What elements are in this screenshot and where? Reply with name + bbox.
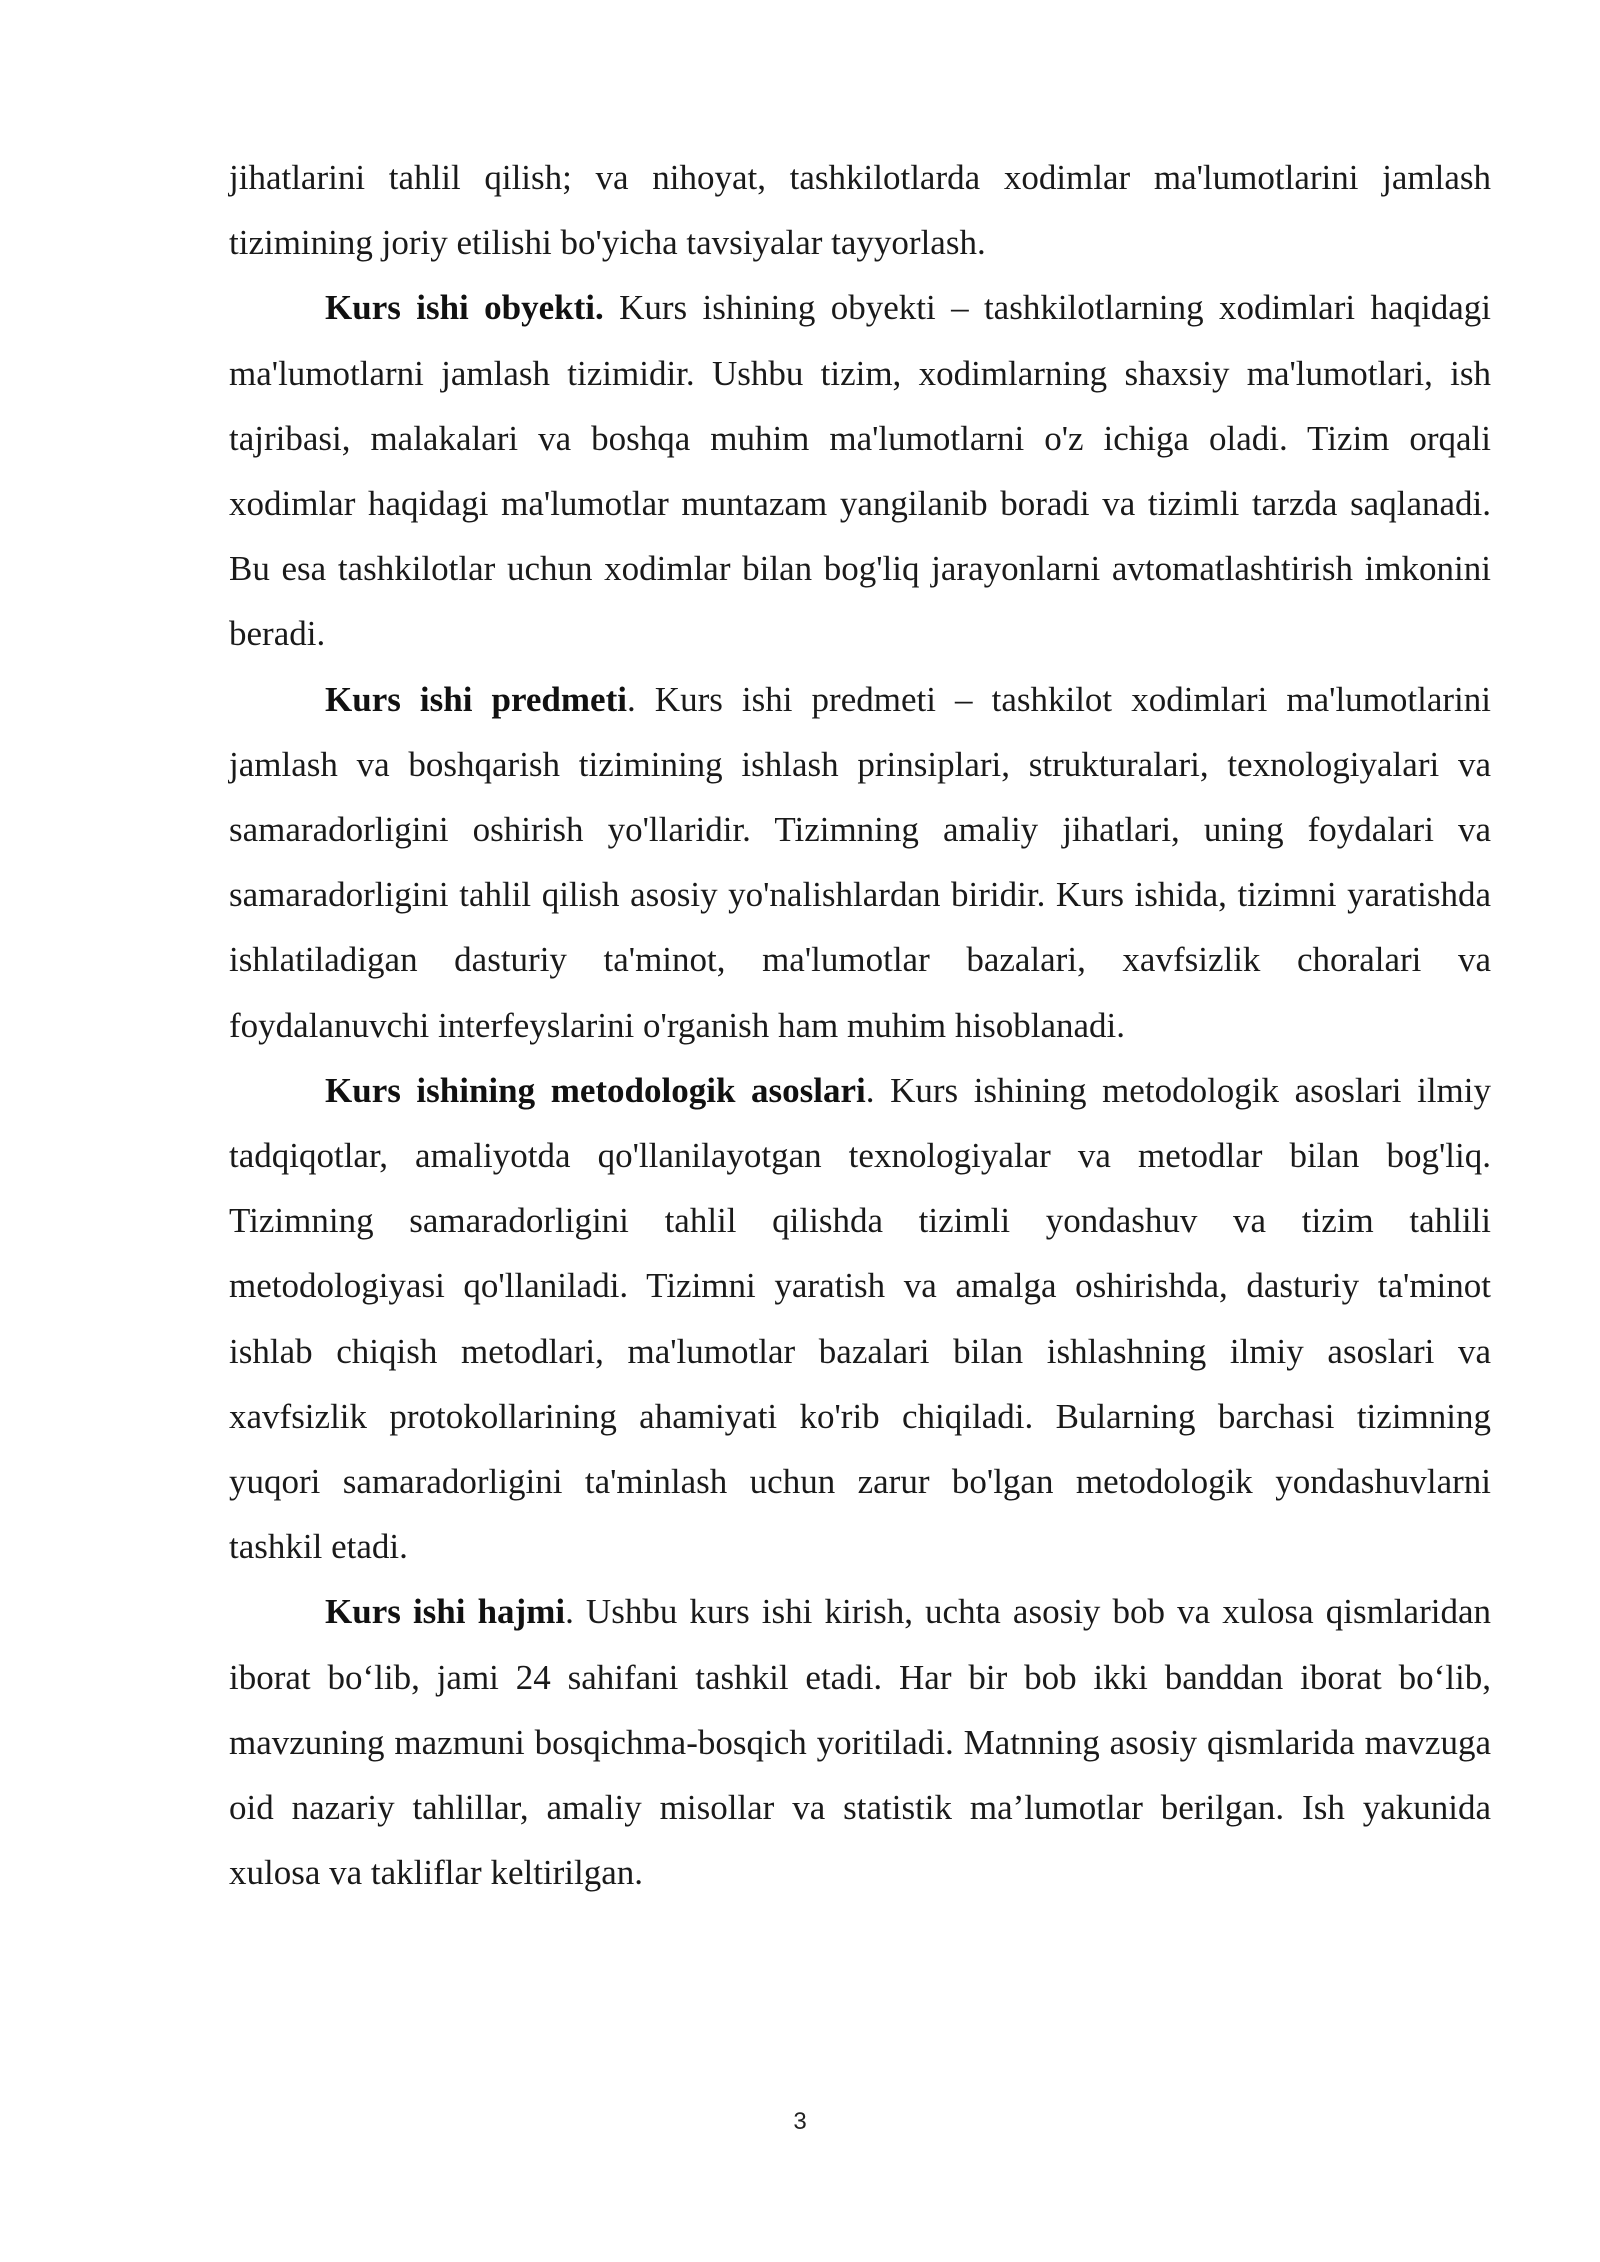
paragraph-methodology xyxy=(229,1058,1491,1580)
paragraph-continuation xyxy=(229,145,1491,275)
page-body xyxy=(229,145,1491,1905)
paragraph-heading: Kurs ishining metodologik asoslari xyxy=(325,1070,866,1110)
paragraph-text: jihatlarini tahlil qilish; va nihoyat, tashkilotlarda xodimlar ma'lumotlarini jamlash tizimining joriy etilishi bo'yicha tavsiyalar tayyorlash. xyxy=(229,158,1491,263)
paragraph-text: Kurs ishining obyekti – tashkilotlarning xodimlari haqidagi ma'lumotlarni jamlash tizimidir. Ushbu tizim, xodimlarning shaxsiy ma'lumotlari, ish tajribasi, malakalari va boshqa muhim ma'lumotlarni o'z ichiga oladi. Tizim orqali xodimlar haqidagi ma'lumotlar muntazam yangilanib boradi va tizimli tarzda saqlanadi. Bu esa tashkilotlar uchun xodimlar bilan bog'liq jarayonlarni avtomatlashtirish imkonini beradi. xyxy=(229,288,1491,654)
paragraph-text: . Ushbu kurs ishi kirish, uchta asosiy bob va xulosa qismlaridan iborat bo‘lib, jami 24 sahifani tashkil etadi. Har bir bob ikki banddan iborat bo‘lib, mavzuning mazmuni bosqichma-bosqich yoritiladi. Matnning asosiy qismlarida mavzuga oid nazariy tahlillar, amaliy misollar va statistik ma’lumotlar berilgan. Ish yakunida xulosa va takliflar keltirilgan. xyxy=(229,1592,1491,1893)
paragraph-subject xyxy=(229,667,1491,1058)
page-number: 3 xyxy=(793,2108,807,2135)
paragraph-heading: Kurs ishi predmeti xyxy=(325,679,627,719)
paragraph-text: . Kurs ishi predmeti – tashkilot xodimlari ma'lumotlarini jamlash va boshqarish tizimining ishlash prinsiplari, strukturalari, texnologiyalari va samaradorligini oshirish yo'llaridir. Tizimning amaliy jihatlari, uning foydalari va samaradorligini tahlil qilish asosiy yo'nalishlardan biridir. Kurs ishida, tizimni yaratishda ishlatiladigan dasturiy ta'minot, ma'lumotlar bazalari, xavfsizlik choralari va foydalanuvchi interfeyslarini o'rganish ham muhim hisoblanadi. xyxy=(229,679,1491,1045)
paragraph-heading: Kurs ishi hajmi xyxy=(325,1592,566,1632)
paragraph-volume xyxy=(229,1579,1491,1905)
paragraph-object xyxy=(229,275,1491,666)
paragraph-heading: Kurs ishi obyekti. xyxy=(325,288,604,328)
paragraph-text: . Kurs ishining metodologik asoslari ilmiy tadqiqotlar, amaliyotda qo'llanilayotgan texnologiyalar va metodlar bilan bog'liq. Tizimning samaradorligini tahlil qilishda tizimli yondashuv va tizim tahlili metodologiyasi qo'llaniladi. Tizimni yaratish va amalga oshirishda, dasturiy ta'minot ishlab chiqish metodlari, ma'lumotlar bazalari bilan ishlashning ilmiy asoslari va xavfsizlik protokollarining ahamiyati ko'rib chiqiladi. Bularning barchasi tizimning yuqori samaradorligini ta'minlash uchun zarur bo'lgan metodologik yondashuvlarni tashkil etadi. xyxy=(229,1070,1491,1567)
